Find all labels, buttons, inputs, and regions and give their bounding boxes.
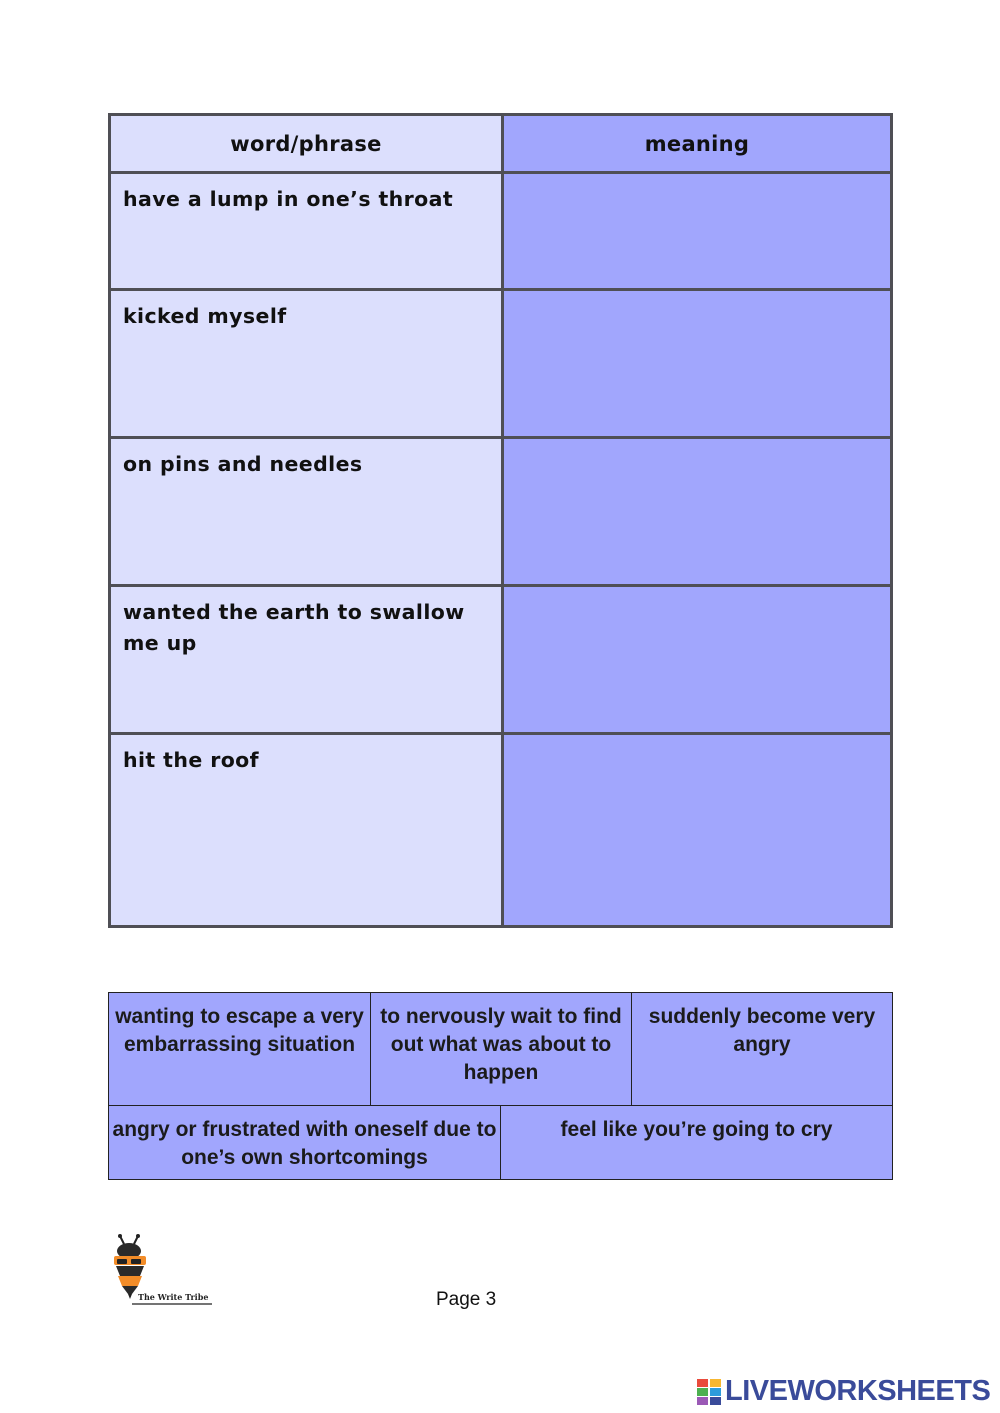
meaning-drop-zone[interactable]: [504, 587, 890, 732]
bee-icon: [108, 1234, 218, 1310]
meaning-option[interactable]: suddenly become very angry: [632, 993, 892, 1106]
meaning-option[interactable]: feel like you’re going to cry: [560, 1118, 833, 1141]
liveworksheets-brand: [697, 1375, 990, 1408]
page-number: Page 3: [436, 1289, 497, 1310]
meaning-option[interactable]: wanting to escape a very embarrassing situation: [109, 993, 371, 1106]
meaning-drop-zone[interactable]: [504, 439, 890, 584]
svg-text:The Write Tribe: The Write Tribe: [138, 1292, 209, 1302]
meaning-option[interactable]: to nervously wait to find out what was about to happen: [371, 993, 632, 1106]
phrase-cell: hit the roof: [111, 735, 501, 925]
word-bank: [108, 992, 893, 1180]
meaning-drop-zone[interactable]: [504, 735, 890, 925]
phrase-cell: have a lump in one’s throat: [111, 174, 501, 288]
meaning-drop-zone[interactable]: [504, 291, 890, 436]
brand-name: LIVEWORKSHEETS: [725, 1375, 991, 1407]
vocabulary-table: [108, 113, 893, 928]
header-meaning: meaning: [504, 116, 890, 171]
meaning-option[interactable]: angry or frustrated with oneself due to one’s own shortcomings: [109, 1106, 501, 1179]
phrase-cell: kicked myself: [111, 291, 501, 436]
meaning-drop-zone[interactable]: [504, 174, 890, 288]
liveworksheets-logo-icon: [697, 1379, 721, 1405]
phrase-cell: on pins and needles: [111, 439, 501, 584]
phrase-cell: wanted the earth to swallow me up: [111, 587, 501, 732]
header-word-phrase: word/phrase: [111, 116, 501, 171]
